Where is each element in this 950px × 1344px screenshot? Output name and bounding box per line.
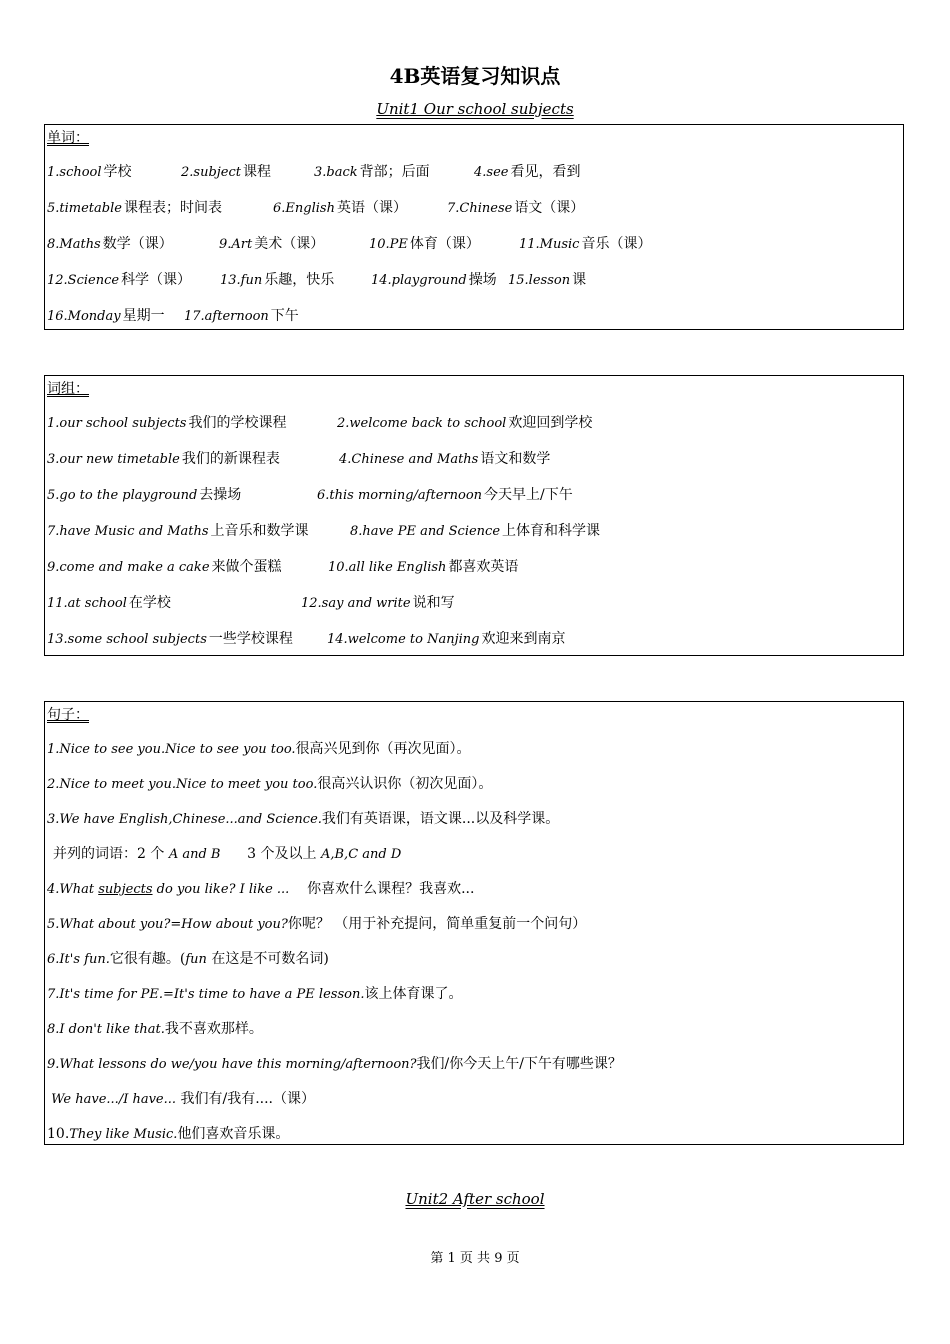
page-title: 4B英语复习知识点 [389,64,561,88]
phrases-box [44,375,904,656]
word-item: 16.Monday 星期一 [47,308,165,324]
phrase-item: 3.our new timetable 我们的新课程表 [47,451,280,467]
phrase-item: 1.our school subjects 我们的学校课程 [47,415,287,431]
words-row [47,229,901,255]
phrase-item: 6.this morning/afternoon 今天早上/下午 [317,487,573,503]
word-item: 9.Art 美术（课） [219,236,325,252]
word-item: 1.school 学校 [47,164,132,180]
phrase-item: 14.welcome to Nanjing 欢迎来到南京 [327,631,566,647]
word-item: 3.back 背部；后面 [314,164,430,180]
word-item: 10.PE 体育（课） [369,236,480,252]
word-item: 8.Maths 数学（课） [47,236,173,252]
phrases-label: 词组： [47,381,89,397]
words-box [44,124,904,330]
words-row [47,265,901,291]
sentence-item: 5.What about you?=How about you?你呢？ （用于补充提问，简单重复前一个问句） [47,916,587,932]
phrases-row [47,444,901,470]
unit1-title: Unit1 Our school subjects [376,100,574,118]
words-row [47,157,901,183]
unit2-title: Unit2 After school [405,1190,545,1208]
word-item: 5.timetable 课程表；时间表 [47,200,222,216]
word-item: 7.Chinese 语文（课） [447,200,585,216]
word-item: 15.lesson 课 [508,272,587,288]
sentence-item: 3.We have English,Chinese...and Science.我们有英语课，语文课...以及科学课。 [47,811,560,827]
word-item: 11.Music 音乐（课） [519,236,652,252]
phrase-item: 13.some school subjects 一些学校课程 [47,631,293,647]
phrase-item: 12.say and write 说和写 [301,595,455,611]
sentence-item: 1.Nice to see you.Nice to see you too.很高兴见到你（再次见面）。 [47,741,471,757]
word-item: 13.fun 乐趣，快乐 [220,272,335,288]
sentence-item: 9.What lessons do we/you have this morning/afternoon?我们/你今天上午/下午有哪些课？ [47,1056,622,1072]
phrases-row [47,588,901,614]
words-row [47,193,901,219]
phrase-item: 7.have Music and Maths 上音乐和数学课 [47,523,309,539]
word-item: 17.afternoon 下午 [184,308,299,324]
sentence-item: We have.../I have... 我们有/我有....（课） [47,1091,315,1107]
phrases-row [47,480,901,506]
sentence-item: 8.I don't like that.我不喜欢那样。 [47,1021,263,1037]
phrase-item: 8.have PE and Science 上体育和科学课 [350,523,601,539]
sentence-item: 7.It's time for PE.=It's time to have a PE lesson.该上体育课了。 [47,986,463,1002]
phrase-item: 4.Chinese and Maths 语文和数学 [339,451,551,467]
sentences-label: 句子： [47,707,89,723]
phrase-item: 11.at school 在学校 [47,595,171,611]
phrase-item: 10.all like English 都喜欢英语 [328,559,519,575]
words-label: 单词： [47,130,89,146]
page-footer: 第 1 页 共 9 页 [430,1251,520,1266]
phrase-item: 5.go to the playground 去操场 [47,487,242,503]
words-row [47,301,901,327]
phrase-item: 9.come and make a cake 来做个蛋糕 [47,559,282,575]
sentence-item: 4.What subjects do you like? I like ... 你喜欢什么课程？我喜欢... [47,881,475,897]
sentence-item: 2.Nice to meet you.Nice to meet you too.很高兴认识你（初次见面）。 [47,776,493,792]
word-item: 12.Science 科学（课） [47,272,192,288]
phrase-item: 2.welcome back to school 欢迎回到学校 [337,415,593,431]
phrases-row [47,552,901,578]
sentences-box [44,701,904,1145]
sentence-note: 并列的词语：2 个 A and B 3 个及以上 A,B,C and D [53,846,402,862]
word-item: 6.English 英语（课） [273,200,407,216]
word-item: 4.see 看见，看到 [474,164,581,180]
phrases-row [47,408,901,434]
phrases-row [47,624,901,650]
word-item: 2.subject 课程 [181,164,271,180]
phrases-row [47,516,901,542]
sentence-item: 6.It's fun.它很有趣。(fun 在这是不可数名词) [47,951,329,967]
word-item: 14.playground 操场 [371,272,497,288]
sentence-item: 10.They like Music.他们喜欢音乐课。 [47,1126,290,1142]
